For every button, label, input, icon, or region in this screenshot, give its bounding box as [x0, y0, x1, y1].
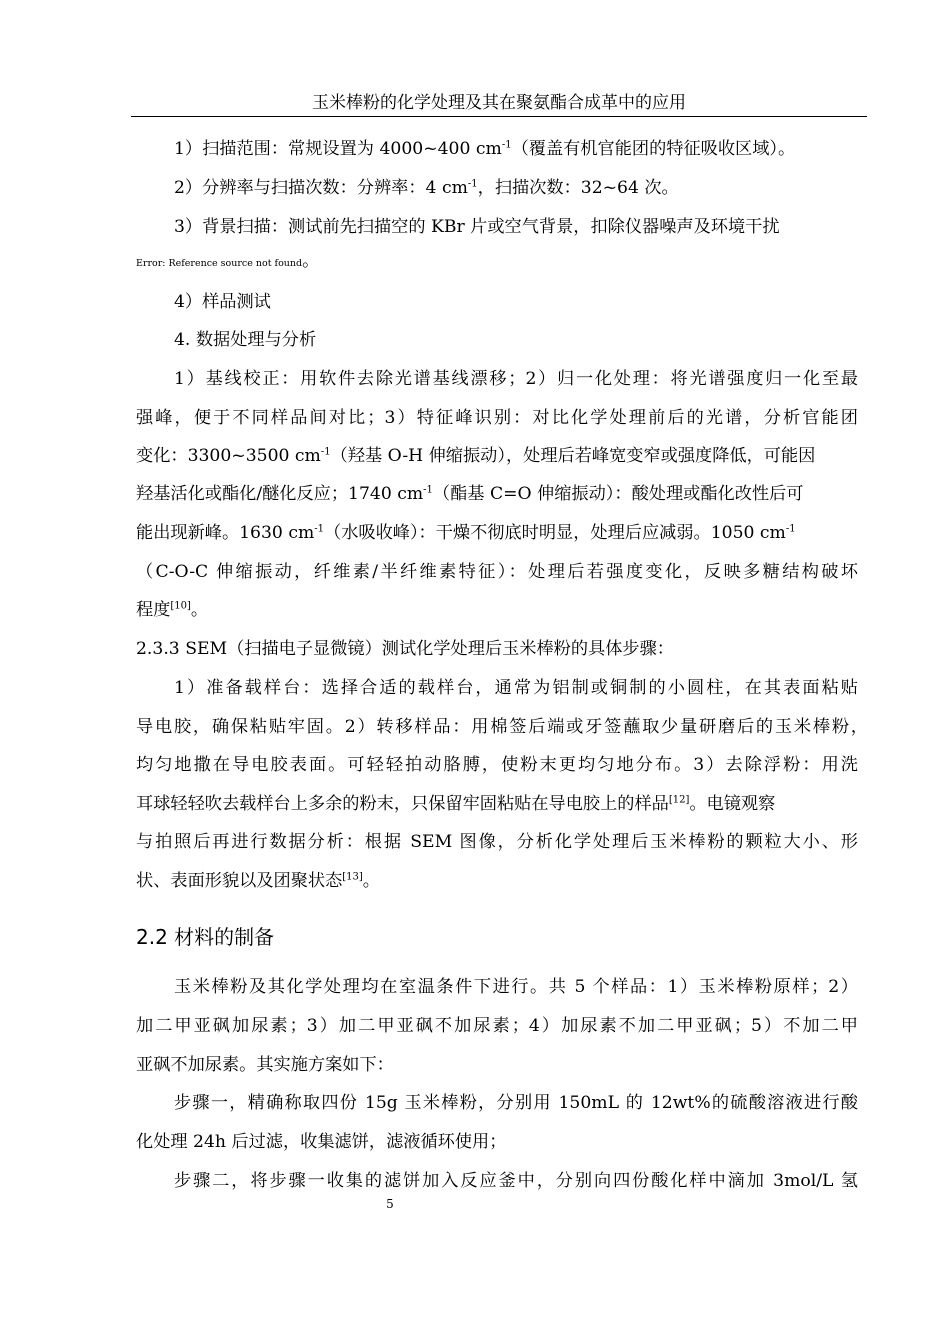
section-heading-2-2: 2.2 材料的制备 [136, 925, 275, 949]
resolution-item [174, 177, 679, 199]
text-span: 。 [302, 251, 320, 271]
text-span: 程度 [136, 600, 171, 620]
sample-test-item: 4）样品测试 [174, 292, 271, 312]
processing-line-3 [136, 445, 815, 467]
text-span: 耳球轻轻吹去载样台上多余的粉末，只保留牢固粘贴在导电胶上的样品 [136, 794, 669, 814]
step1-line-2: 化处理 24h 后过滤，收集滤饼，滤液循环使用； [136, 1132, 507, 1152]
running-header: 玉米棒粉的化学处理及其在聚氨酯合成革中的应用 [312, 93, 686, 113]
text-span: （酯基 C=O 伸缩振动）：酸处理或酯化改性后可 [432, 484, 804, 504]
step2-line-1: 步骤二，将步骤一收集的滤饼加入反应釜中，分别向四份酸化样中滴加 3mol/L 氢 [174, 1171, 858, 1191]
materials-line-3: 亚砜不加尿素。其实施方案如下： [136, 1055, 394, 1075]
text-span: 。 [362, 871, 380, 891]
superscript: -1 [467, 178, 478, 190]
processing-line-7 [136, 599, 208, 621]
text-span: （覆盖有机官能团的特征吸收区域）。 [511, 139, 796, 159]
text-span: （羟基 O-H 伸缩振动），处理后若峰宽变窄或强度降低，可能因 [330, 446, 816, 466]
processing-line-4 [136, 483, 803, 505]
citation-ref: [10] [170, 600, 191, 612]
superscript: -1 [320, 446, 331, 458]
sem-line-4 [136, 793, 775, 815]
materials-line-1: 玉米棒粉及其化学处理均在室温条件下进行。共 5 个样品：1）玉米棒粉原样；2） [174, 977, 858, 997]
background-scan-continuation [136, 250, 319, 272]
text-span: 状、表面形貌以及团聚状态 [136, 871, 343, 891]
sem-line-2: 导电胶，确保粘贴牢固。2）转移样品：用棉签后端或牙签蘸取少量研磨后的玉米棒粉， [136, 717, 868, 737]
step1-line-1: 步骤一，精确称取四份 15g 玉米棒粉，分别用 150mL 的 12wt%的硫酸溶液进行酸 [174, 1093, 858, 1113]
section-data-processing: 4. 数据处理与分析 [174, 330, 317, 350]
scan-range-item [174, 138, 795, 160]
text-span: ，扫描次数：32~64 次。 [477, 178, 679, 198]
superscript: -1 [785, 523, 796, 535]
citation-ref: [12] [668, 794, 690, 806]
processing-line-6: （C-O-C 伸缩振动，纤维素/半纤维素特征）：处理后若强度变化，反映多糖结构破坏 [136, 562, 858, 582]
text-span: （水吸收峰）：干燥不彻底时明显，处理后应减弱。1050 cm [324, 523, 786, 543]
superscript: -1 [423, 484, 433, 496]
citation-ref: [13] [342, 871, 363, 883]
sem-line-3: 均匀地撒在导电胶表面。可轻轻拍动胳膊，使粉末更均匀地分布。3）去除浮粉：用洗 [136, 755, 858, 775]
text-span: 1）扫描范围：常规设置为 4000~400 cm [174, 139, 502, 159]
background-scan-item: 3）背景扫描：测试前先扫描空的 KBr 片或空气背景，扣除仪器噪声及环境干扰 [174, 217, 780, 237]
text-span: 能出现新峰。1630 cm [136, 523, 315, 543]
page-number: 5 [386, 1197, 394, 1211]
sem-line-1: 1）准备载样台：选择合适的载样台，通常为铝制或铜制的小圆柱，在其表面粘贴 [174, 678, 858, 698]
header-divider [131, 116, 867, 117]
superscript: -1 [314, 523, 325, 535]
text-span: 。 [190, 600, 209, 620]
processing-line-2: 强峰，便于不同样品间对比；3）特征峰识别：对比化学处理前后的光谱，分析官能团 [136, 408, 858, 428]
processing-line-5 [136, 522, 796, 544]
sem-line-6 [136, 870, 380, 892]
text-span: 2）分辨率与扫描次数：分辨率：4 cm [174, 178, 468, 198]
materials-line-2: 加二甲亚砜加尿素；3）加二甲亚砜不加尿素；4）加尿素不加二甲亚砜；5）不加二甲 [136, 1016, 858, 1036]
text-span: 羟基活化或酯化/醚化反应；1740 cm [136, 484, 424, 504]
text-span: 变化：3300~3500 cm [136, 446, 321, 466]
text-span: 。电镜观察 [689, 794, 776, 814]
sem-section-title: 2.3.3 SEM（扫描电子显微镜）测试化学处理后玉米棒粉的具体步骤： [136, 639, 674, 659]
processing-line-1: 1）基线校正：用软件去除光谱基线漂移；2）归一化处理：将光谱强度归一化至最 [174, 369, 858, 389]
reference-error: Error: Reference source not found [136, 258, 303, 269]
sem-line-5: 与拍照后再进行数据分析：根据 SEM 图像，分析化学处理后玉米棒粉的颗粒大小、形 [136, 832, 858, 852]
superscript: -1 [501, 139, 512, 151]
